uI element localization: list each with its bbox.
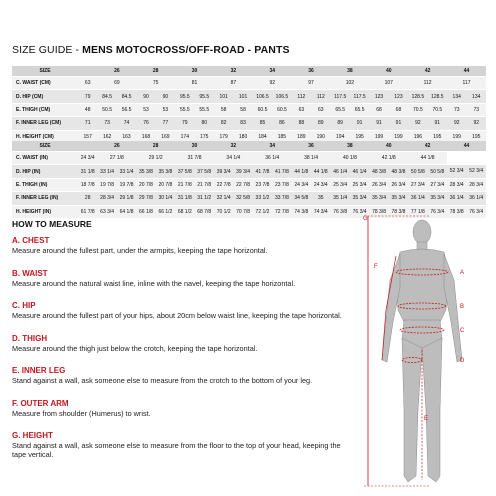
table-cell: 112 bbox=[408, 77, 447, 90]
measure-description: Stand against a wall, ask someone else to measure from the floor to the top of your head, keeping the tape vertical. bbox=[12, 441, 341, 459]
size-header-cell: 40 bbox=[369, 66, 408, 77]
table-cell: 91 bbox=[369, 117, 388, 130]
table-cell: 92 bbox=[447, 117, 466, 130]
measure-heading: D. THIGH bbox=[12, 333, 48, 343]
table-cell: 41 7/8 bbox=[253, 165, 272, 178]
table-cell: 35 1/4 bbox=[330, 192, 349, 205]
title-prefix: SIZE GUIDE - bbox=[12, 44, 83, 56]
table-cell: 65.5 bbox=[330, 103, 349, 116]
table-cell: 63 bbox=[292, 103, 311, 116]
table-cell: 31 1/8 bbox=[175, 192, 194, 205]
table-cell: 35 3/4 bbox=[428, 192, 447, 205]
body-measurement-figure bbox=[360, 210, 490, 490]
table-cell: 87 bbox=[214, 77, 253, 90]
table-cell: 33 1/4 bbox=[117, 165, 136, 178]
table-cell: 52 3/4 bbox=[447, 165, 466, 178]
measure-description: Measure around the natural waist line, inline with the navel, keeping the tape horizontal. bbox=[12, 278, 296, 288]
measure-item bbox=[12, 269, 352, 288]
table-cell: 23 7/8 bbox=[253, 178, 272, 191]
table-cell: 50.5 bbox=[97, 103, 116, 116]
table-cell: 29 1/8 bbox=[117, 192, 136, 205]
table-cell: 91 bbox=[350, 117, 369, 130]
table-cell: 35 3/8 bbox=[136, 165, 155, 178]
table-cell: 19 7/8 bbox=[97, 178, 116, 191]
table-cell: 35 3/4 bbox=[350, 192, 369, 205]
table-cell: 174 bbox=[175, 130, 194, 143]
table-cell: 80 bbox=[195, 117, 214, 130]
label-d: D bbox=[460, 358, 465, 364]
table-cell: 36 1/4 bbox=[466, 192, 486, 205]
table-cell: 84.5 bbox=[117, 90, 136, 103]
table-cell: 81 bbox=[175, 77, 214, 90]
table-row bbox=[12, 152, 486, 165]
table-cell: 36 1/4 bbox=[253, 152, 292, 165]
size-header-label: SIZE bbox=[12, 66, 78, 77]
page-title bbox=[12, 44, 290, 56]
size-table-cm bbox=[12, 66, 486, 144]
table-cell: 106.5 bbox=[272, 90, 291, 103]
table-cell: 112 bbox=[292, 90, 311, 103]
label-c: C bbox=[460, 328, 465, 334]
table-cell: 168 bbox=[136, 130, 155, 143]
table-cell: 86 bbox=[272, 117, 291, 130]
table-cell: 71 bbox=[78, 117, 97, 130]
header-spacer bbox=[78, 66, 97, 77]
table-cell: 21 7/8 bbox=[175, 178, 194, 191]
size-header-label: SIZE bbox=[12, 141, 78, 152]
table-cell: 31 7/8 bbox=[175, 152, 214, 165]
table-cell: 134 bbox=[466, 90, 486, 103]
table-cell: 72 1/2 bbox=[253, 205, 272, 218]
table-cell: 117.5 bbox=[330, 90, 349, 103]
table-cell: 68 bbox=[369, 103, 388, 116]
table-cell: 76 3/4 bbox=[428, 205, 447, 218]
table-cell: 37 5/8 bbox=[175, 165, 194, 178]
table-cell: 70.5 bbox=[428, 103, 447, 116]
label-f: F bbox=[374, 264, 378, 270]
size-header-cell: 42 bbox=[408, 66, 447, 77]
table-cell: 88 bbox=[292, 117, 311, 130]
table-cell: 91 bbox=[389, 117, 408, 130]
measure-description: Stand against a wall, ask someone else to measure from the crotch to the bottom of your leg. bbox=[12, 376, 313, 385]
size-header-cell: 32 bbox=[214, 141, 253, 152]
table-cell: 41 7/8 bbox=[272, 165, 291, 178]
table-cell: 190 bbox=[311, 130, 330, 143]
table-row bbox=[12, 165, 486, 178]
table-cell: 56.5 bbox=[117, 103, 136, 116]
header-spacer bbox=[78, 141, 97, 152]
how-to-measure-title: HOW TO MEASURE bbox=[12, 219, 92, 229]
table-cell: 73 bbox=[447, 103, 466, 116]
table-cell: 20 7/8 bbox=[136, 178, 155, 191]
table-cell: 180 bbox=[233, 130, 252, 143]
table-cell: 84.5 bbox=[97, 90, 116, 103]
table-cell: 78 3/8 bbox=[447, 205, 466, 218]
table-cell: 74 3/8 bbox=[292, 205, 311, 218]
table-cell: 83 bbox=[233, 117, 252, 130]
table-cell: 128.5 bbox=[428, 90, 447, 103]
table-cell: 35 bbox=[311, 192, 330, 205]
row-label: E. THIGH (IN) bbox=[12, 178, 78, 191]
table-cell: 89 bbox=[330, 117, 349, 130]
table-cell: 36 1/4 bbox=[447, 192, 466, 205]
row-label: H. HEIGHT (CM) bbox=[12, 130, 78, 143]
table-cell: 76 3/8 bbox=[330, 205, 349, 218]
measure-description: Measure around the thigh just below the crotch, keeping the tape horizontal. bbox=[12, 343, 258, 353]
table-cell: 32 5/8 bbox=[233, 192, 252, 205]
table-cell: 22 7/8 bbox=[214, 178, 233, 191]
size-header-cell: 28 bbox=[136, 66, 175, 77]
size-header-row bbox=[12, 66, 486, 77]
table-cell: 27 1/8 bbox=[97, 152, 136, 165]
size-header-cell: 36 bbox=[292, 66, 331, 77]
measure-description: Measure from shoulder (Humerus) to wrist. bbox=[12, 408, 151, 418]
table-cell: 46 1/4 bbox=[350, 165, 369, 178]
table-cell: 58 bbox=[214, 103, 233, 116]
table-cell: 42 1/8 bbox=[369, 152, 408, 165]
size-header-cell: 40 bbox=[369, 141, 408, 152]
table-cell: 75 bbox=[136, 77, 175, 90]
label-a: A bbox=[460, 270, 465, 276]
table-cell: 34 1/4 bbox=[214, 152, 253, 165]
measure-item bbox=[12, 301, 352, 320]
table-cell: 123 bbox=[369, 90, 388, 103]
table-row bbox=[12, 77, 486, 90]
table-cell: 123 bbox=[389, 90, 408, 103]
row-label: E. THIGH (CM) bbox=[12, 103, 78, 116]
row-label: D. HIP (IN) bbox=[12, 165, 78, 178]
table-cell: 90 bbox=[156, 90, 175, 103]
measure-heading: A. CHEST bbox=[12, 236, 50, 245]
table-cell: 20 7/8 bbox=[156, 178, 175, 191]
table-cell: 70 1/2 bbox=[214, 205, 233, 218]
table-cell: 35 3/4 bbox=[389, 192, 408, 205]
size-header-cell: 32 bbox=[214, 66, 253, 77]
table-cell: 53 bbox=[156, 103, 175, 116]
size-header-cell: 30 bbox=[175, 66, 214, 77]
measure-heading: E. INNER LEG bbox=[12, 366, 66, 375]
table-cell: 76 3/4 bbox=[350, 205, 369, 218]
table-cell: 28 bbox=[78, 192, 97, 205]
table-cell: 35 3/4 bbox=[369, 192, 388, 205]
table-cell: 92 bbox=[253, 77, 292, 90]
table-cell: 44 1/8 bbox=[292, 165, 311, 178]
table-cell: 21 7/8 bbox=[195, 178, 214, 191]
table-cell: 55.5 bbox=[175, 103, 194, 116]
table-cell: 24 3/4 bbox=[311, 178, 330, 191]
size-table-inches bbox=[12, 141, 486, 219]
size-header-cell: 34 bbox=[253, 66, 292, 77]
table-cell: 23 7/8 bbox=[272, 178, 291, 191]
table-cell: 64 1/8 bbox=[117, 205, 136, 218]
table-row bbox=[12, 117, 486, 130]
table-cell: 169 bbox=[156, 130, 175, 143]
table-cell: 102 bbox=[330, 77, 369, 90]
table-cell: 163 bbox=[117, 130, 136, 143]
table-cell: 33 7/8 bbox=[272, 192, 291, 205]
measure-item bbox=[12, 399, 352, 418]
table-cell: 19 7/8 bbox=[117, 178, 136, 191]
table-cell: 27 3/4 bbox=[428, 178, 447, 191]
table-cell: 24 3/4 bbox=[292, 178, 311, 191]
title-main: MENS MOTOCROSS/OFF-ROAD - PANTS bbox=[82, 44, 290, 56]
table-cell: 74 3/4 bbox=[311, 205, 330, 218]
table-cell: 107 bbox=[369, 77, 408, 90]
table-cell: 91 bbox=[428, 117, 447, 130]
measure-heading: F. OUTER ARM bbox=[12, 398, 69, 408]
label-e: E bbox=[424, 416, 429, 422]
table-cell: 112 bbox=[311, 90, 330, 103]
label-b: B bbox=[460, 304, 465, 310]
size-header-cell: 44 bbox=[447, 66, 486, 77]
table-cell: 39 3/4 bbox=[233, 165, 252, 178]
table-cell: 34 5/8 bbox=[292, 192, 311, 205]
table-cell: 28 3/4 bbox=[97, 192, 116, 205]
table-cell: 73 bbox=[97, 117, 116, 130]
table-cell: 79 bbox=[175, 117, 194, 130]
table-cell: 194 bbox=[330, 130, 349, 143]
size-header-cell: 42 bbox=[408, 141, 447, 152]
size-header-cell: 38 bbox=[330, 66, 369, 77]
size-header-row bbox=[12, 141, 486, 152]
measure-heading: C. HIP bbox=[12, 301, 36, 310]
measure-item bbox=[12, 431, 352, 459]
table-cell: 61 7/8 bbox=[78, 205, 97, 218]
table-cell: 195 bbox=[350, 130, 369, 143]
label-g: G bbox=[363, 216, 368, 222]
table-cell: 72 7/8 bbox=[272, 205, 291, 218]
table-cell: 24 3/4 bbox=[78, 152, 97, 165]
table-cell: 101 bbox=[233, 90, 252, 103]
size-header-cell: 30 bbox=[175, 141, 214, 152]
table-cell: 92 bbox=[408, 117, 427, 130]
table-cell: 134 bbox=[447, 90, 466, 103]
table-cell: 58 bbox=[233, 103, 252, 116]
table-cell: 60.5 bbox=[272, 103, 291, 116]
table-row bbox=[12, 103, 486, 116]
row-label: C. WAIST (CM) bbox=[12, 77, 78, 90]
table-cell: 31 1/8 bbox=[78, 165, 97, 178]
table-cell: 50 5/8 bbox=[428, 165, 447, 178]
table-cell: 82 bbox=[214, 117, 233, 130]
table-cell: 68 bbox=[389, 103, 408, 116]
table-cell: 117.5 bbox=[350, 90, 369, 103]
table-cell: 53 bbox=[136, 103, 155, 116]
table-cell: 195 bbox=[428, 130, 447, 143]
table-cell: 175 bbox=[195, 130, 214, 143]
table-cell: 25 3/4 bbox=[350, 178, 369, 191]
table-cell: 60.5 bbox=[253, 103, 272, 116]
table-row bbox=[12, 178, 486, 191]
table-cell: 36 1/4 bbox=[408, 192, 427, 205]
table-cell: 78 3/8 bbox=[369, 205, 388, 218]
table-cell: 184 bbox=[253, 130, 272, 143]
table-cell: 199 bbox=[447, 130, 466, 143]
table-cell: 48 bbox=[78, 103, 97, 116]
size-header-cell: 34 bbox=[253, 141, 292, 152]
table-cell: 26 3/4 bbox=[369, 178, 388, 191]
table-cell: 35 3/8 bbox=[156, 165, 175, 178]
table-cell: 69 bbox=[97, 77, 136, 90]
table-cell: 22 7/8 bbox=[233, 178, 252, 191]
table-cell: 29 7/8 bbox=[136, 192, 155, 205]
table-cell: 77 bbox=[156, 117, 175, 130]
table-row bbox=[12, 192, 486, 205]
table-cell: 28 3/4 bbox=[466, 178, 486, 191]
table-cell: 48 3/8 bbox=[369, 165, 388, 178]
table-cell: 27 3/4 bbox=[408, 178, 427, 191]
table-cell: 79 bbox=[78, 90, 97, 103]
size-header-cell: 26 bbox=[97, 141, 136, 152]
table-cell: 44 1/8 bbox=[408, 152, 447, 165]
table-cell: 50 5/8 bbox=[408, 165, 427, 178]
table-cell: 196 bbox=[408, 130, 427, 143]
table-cell: 48 3/8 bbox=[389, 165, 408, 178]
size-header-cell: 44 bbox=[447, 141, 486, 152]
table-cell: 90 bbox=[136, 90, 155, 103]
table-cell: 63 3/4 bbox=[97, 205, 116, 218]
table-cell: 39 3/4 bbox=[214, 165, 233, 178]
table-cell: 55.5 bbox=[195, 103, 214, 116]
table-cell: 179 bbox=[214, 130, 233, 143]
table-cell: 77 1/8 bbox=[408, 205, 427, 218]
table-cell: 18 7/8 bbox=[78, 178, 97, 191]
table-cell: 33 1/2 bbox=[253, 192, 272, 205]
measure-heading: G. HEIGHT bbox=[12, 431, 53, 440]
table-cell: 199 bbox=[389, 130, 408, 143]
measure-item bbox=[12, 366, 352, 385]
row-label: D. HIP (CM) bbox=[12, 90, 78, 103]
table-cell: 76 bbox=[136, 117, 155, 130]
table-cell: 65.5 bbox=[350, 103, 369, 116]
measure-item bbox=[12, 236, 352, 255]
table-cell: 37 5/8 bbox=[195, 165, 214, 178]
row-label: F. INNER LEG (CM) bbox=[12, 117, 78, 130]
table-cell: 195 bbox=[466, 130, 486, 143]
table-cell: 157 bbox=[78, 130, 97, 143]
table-cell: 40 1/8 bbox=[330, 152, 369, 165]
table-cell: 68 7/8 bbox=[195, 205, 214, 218]
table-cell: 76 3/4 bbox=[466, 205, 486, 218]
table-cell: 128.5 bbox=[408, 90, 427, 103]
table-cell: 44 1/8 bbox=[311, 165, 330, 178]
size-header-cell: 36 bbox=[292, 141, 331, 152]
measure-item bbox=[12, 334, 352, 353]
table-cell: 46 1/4 bbox=[330, 165, 349, 178]
table-cell: 162 bbox=[97, 130, 116, 143]
table-cell: 85 bbox=[253, 117, 272, 130]
table-cell: 106.5 bbox=[253, 90, 272, 103]
table-cell: 70.5 bbox=[408, 103, 427, 116]
table-cell: 29 1/2 bbox=[136, 152, 175, 165]
table-cell: 117 bbox=[447, 77, 486, 90]
table-cell: 78 3/8 bbox=[389, 205, 408, 218]
table-cell: 66 1/2 bbox=[156, 205, 175, 218]
table-cell: 68 1/2 bbox=[175, 205, 194, 218]
table-cell: 30 1/4 bbox=[156, 192, 175, 205]
table-cell: 33 1/4 bbox=[97, 165, 116, 178]
table-cell: 66 1/8 bbox=[136, 205, 155, 218]
table-cell: 73 bbox=[466, 103, 486, 116]
table-cell: 189 bbox=[292, 130, 311, 143]
table-cell: 52 3/4 bbox=[466, 165, 486, 178]
table-cell: 28 3/4 bbox=[447, 178, 466, 191]
table-cell: 63 bbox=[311, 103, 330, 116]
table-cell: 38 1/4 bbox=[292, 152, 331, 165]
table-cell: 95.5 bbox=[195, 90, 214, 103]
table-cell: 74 bbox=[117, 117, 136, 130]
table-cell: 199 bbox=[369, 130, 388, 143]
table-cell: 185 bbox=[272, 130, 291, 143]
table-cell: 89 bbox=[311, 117, 330, 130]
table-cell: 32 1/4 bbox=[214, 192, 233, 205]
table-cell: 70 7/8 bbox=[233, 205, 252, 218]
row-label: C. WAIST (IN) bbox=[12, 152, 78, 165]
size-header-cell: 38 bbox=[330, 141, 369, 152]
table-cell: 101 bbox=[214, 90, 233, 103]
row-label: H. HEIGHT (IN) bbox=[12, 205, 78, 218]
table-cell: 97 bbox=[292, 77, 331, 90]
table-cell: 63 bbox=[78, 77, 97, 90]
table-cell: 31 1/2 bbox=[195, 192, 214, 205]
size-header-cell: 28 bbox=[136, 141, 175, 152]
table-row bbox=[12, 90, 486, 103]
table-cell: 25 3/4 bbox=[330, 178, 349, 191]
table-cell: 26 3/4 bbox=[389, 178, 408, 191]
table-cell: 95.5 bbox=[175, 90, 194, 103]
size-header-cell: 26 bbox=[97, 66, 136, 77]
row-label: F. INNER LEG (IN) bbox=[12, 192, 78, 205]
table-cell: 92 bbox=[466, 117, 486, 130]
measure-description: Measure around the fullest part of your hips, about 20cm below waist line, keeping the tape horizontal. bbox=[12, 311, 342, 320]
measure-heading: B. WAIST bbox=[12, 268, 48, 278]
measure-description: Measure around the fullest part, under the armpits, keeping the tape horizontal. bbox=[12, 246, 268, 255]
